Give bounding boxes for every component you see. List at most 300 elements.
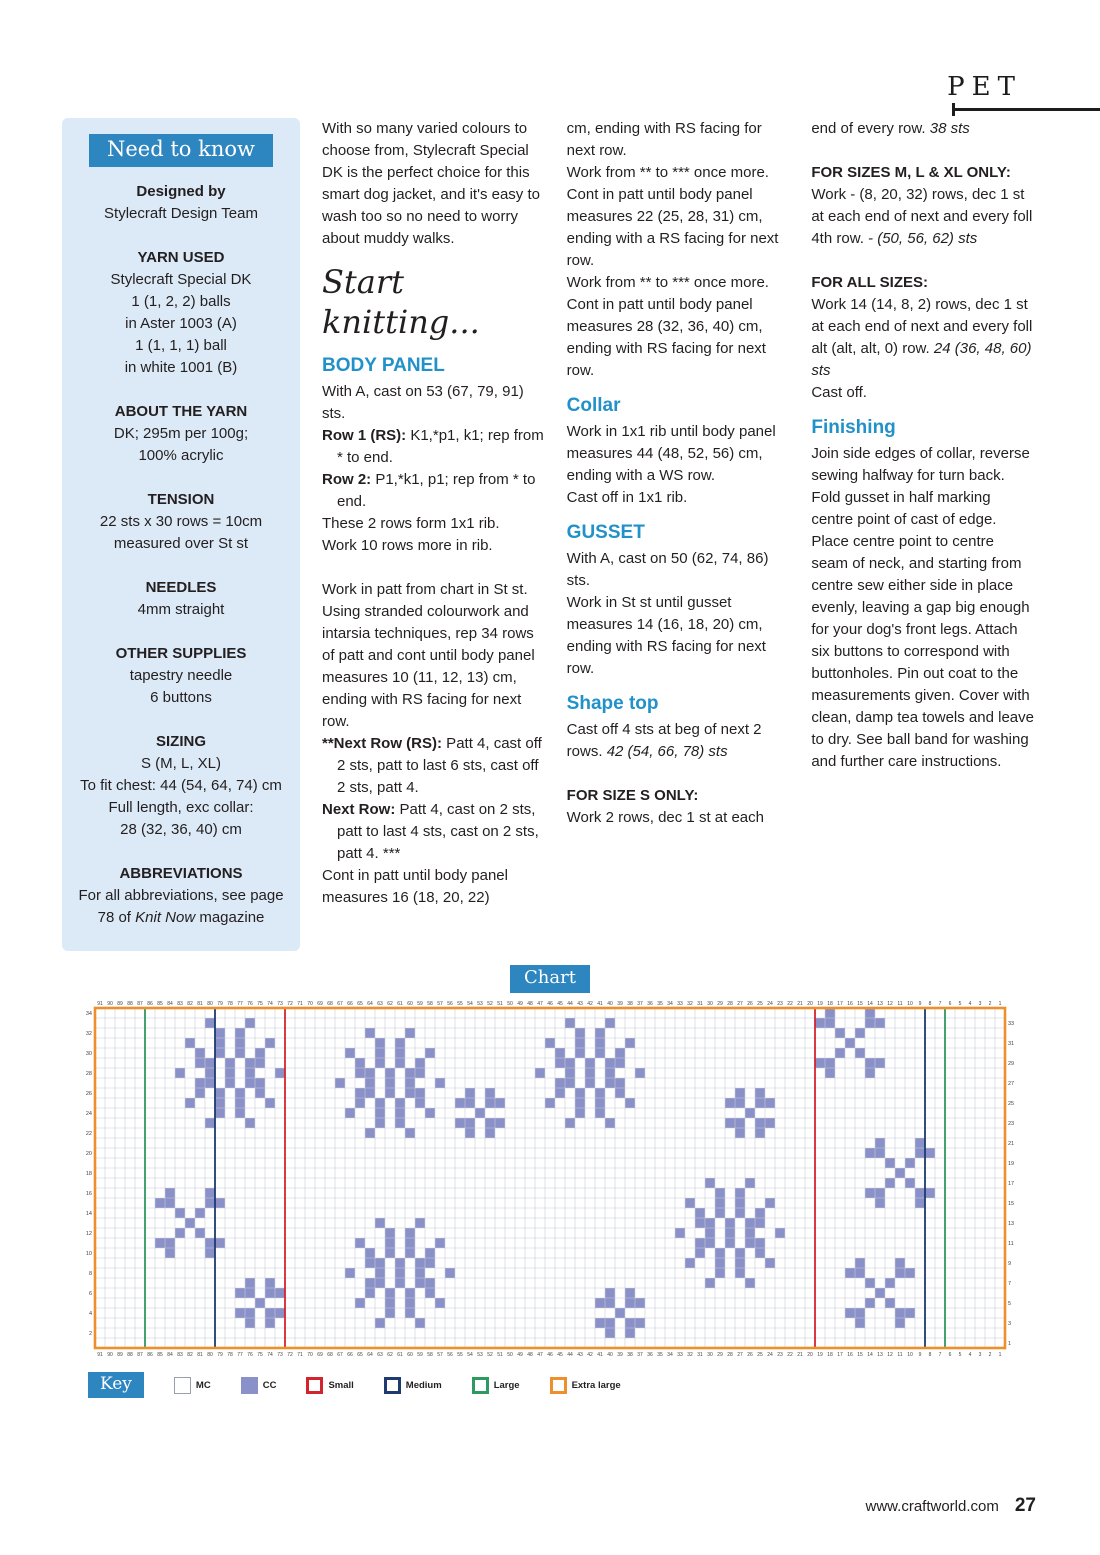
svg-text:86: 86 [147, 1001, 153, 1007]
section-line: 4mm straight [137, 601, 225, 618]
svg-text:78: 78 [227, 1352, 233, 1358]
key-swatch-icon [384, 1377, 401, 1394]
paragraph: FOR SIZE S ONLY: [566, 787, 699, 804]
svg-text:35: 35 [657, 1001, 663, 1007]
pattern-section-heading: Shape top [566, 693, 659, 714]
svg-text:9: 9 [918, 1001, 922, 1007]
svg-text:91: 91 [97, 1352, 103, 1358]
key-item-label: Small [328, 1379, 354, 1391]
chart-key [88, 1372, 1100, 1398]
svg-text:46: 46 [547, 1001, 553, 1007]
svg-text:14: 14 [85, 1211, 92, 1217]
svg-text:70: 70 [307, 1352, 313, 1358]
paragraph: FOR ALL SIZES: [811, 274, 929, 291]
svg-text:31: 31 [1008, 1041, 1015, 1047]
key-swatch-icon [241, 1377, 258, 1394]
svg-text:66: 66 [347, 1352, 353, 1358]
svg-text:9: 9 [1008, 1261, 1012, 1267]
svg-text:21: 21 [797, 1352, 803, 1358]
svg-text:17: 17 [837, 1352, 843, 1358]
paragraph: Work in St st until gusset measures 14 (16, 18, 20) cm, ending with RS facing for next row. [566, 594, 766, 677]
svg-text:23: 23 [777, 1001, 783, 1007]
section-line: 22 sts x 30 rows = 10cm [99, 513, 263, 530]
svg-text:44: 44 [567, 1352, 573, 1358]
paragraph: Work in 1x1 rib until body panel measures 44 (48, 52, 56) cm, ending with a WS row. [566, 423, 776, 484]
svg-text:84: 84 [167, 1001, 173, 1007]
svg-text:27: 27 [737, 1352, 743, 1358]
chart-label-row [0, 965, 1100, 993]
svg-text:22: 22 [787, 1001, 793, 1007]
svg-text:60: 60 [407, 1001, 413, 1007]
svg-text:16: 16 [847, 1352, 853, 1358]
svg-text:71: 71 [297, 1352, 303, 1358]
svg-text:7: 7 [1008, 1281, 1012, 1287]
svg-text:68: 68 [327, 1001, 333, 1007]
svg-text:28: 28 [85, 1071, 92, 1077]
svg-text:20: 20 [807, 1352, 813, 1358]
svg-text:20: 20 [85, 1151, 92, 1157]
section-heading: YARN USED [137, 249, 225, 266]
svg-text:87: 87 [137, 1352, 143, 1358]
svg-text:31: 31 [697, 1001, 703, 1007]
svg-text:78: 78 [227, 1001, 233, 1007]
svg-text:85: 85 [157, 1352, 163, 1358]
svg-text:53: 53 [477, 1001, 483, 1007]
svg-text:36: 36 [647, 1001, 653, 1007]
svg-text:33: 33 [1008, 1021, 1015, 1027]
svg-text:32: 32 [687, 1001, 693, 1007]
svg-text:64: 64 [367, 1001, 373, 1007]
svg-text:32: 32 [687, 1352, 693, 1358]
paragraph: Cont in patt until body panel measures 22 (25, 28, 31) cm, ending with a RS facing for next row. [566, 186, 779, 269]
section-heading: Designed by [136, 183, 226, 200]
key-item [472, 1377, 520, 1394]
svg-text:57: 57 [437, 1352, 443, 1358]
svg-text:26: 26 [85, 1091, 92, 1097]
svg-text:10: 10 [907, 1352, 913, 1358]
svg-text:47: 47 [537, 1001, 543, 1007]
svg-text:8: 8 [88, 1271, 92, 1277]
chart-label: Chart [510, 965, 590, 993]
svg-text:40: 40 [607, 1352, 613, 1358]
svg-text:23: 23 [1008, 1121, 1015, 1127]
svg-text:5: 5 [1008, 1301, 1012, 1307]
svg-text:52: 52 [487, 1001, 493, 1007]
svg-text:58: 58 [427, 1352, 433, 1358]
svg-text:2: 2 [988, 1001, 992, 1007]
svg-text:89: 89 [117, 1352, 123, 1358]
svg-text:87: 87 [137, 1001, 143, 1007]
svg-text:77: 77 [237, 1001, 243, 1007]
svg-text:80: 80 [207, 1001, 213, 1007]
svg-text:90: 90 [107, 1001, 113, 1007]
svg-text:15: 15 [857, 1352, 863, 1358]
spacer [811, 250, 1034, 272]
paragraph: Using stranded colourwork and intarsia techniques, rep 34 rows of patt and cont until body panel measures 10 (11, 12, 13) cm, ending with RS facing for next row. [322, 603, 535, 730]
svg-text:51: 51 [497, 1352, 503, 1358]
svg-text:38: 38 [627, 1352, 633, 1358]
section-line: 6 buttons [150, 689, 212, 706]
paragraph: Work in patt from chart in St st. [322, 581, 528, 598]
svg-text:82: 82 [187, 1001, 193, 1007]
svg-text:66: 66 [347, 1001, 353, 1007]
svg-text:65: 65 [357, 1001, 363, 1007]
key-item-label: Large [493, 1379, 520, 1391]
svg-text:10: 10 [907, 1001, 913, 1007]
pattern-section-heading: BODY PANEL [322, 355, 445, 376]
section-line: Full length, exc collar: [108, 799, 254, 816]
page-footer [866, 1495, 1037, 1517]
svg-text:5: 5 [958, 1001, 962, 1007]
instruction-column-1 [322, 118, 545, 909]
svg-text:11: 11 [897, 1001, 903, 1007]
key-item-label: Extra large [571, 1379, 621, 1391]
paragraph: end of every row. 38 sts [811, 120, 970, 137]
svg-text:3: 3 [978, 1001, 982, 1007]
section-line: 28 (32, 36, 40) cm [120, 821, 242, 838]
svg-text:10: 10 [85, 1251, 92, 1257]
svg-text:80: 80 [207, 1352, 213, 1358]
need-to-know-section [74, 247, 288, 379]
section-line: 100% acrylic [138, 447, 224, 464]
svg-text:69: 69 [317, 1352, 323, 1358]
svg-text:72: 72 [287, 1001, 293, 1007]
paragraph: With A, cast on 53 (67, 79, 91) sts. [322, 383, 524, 422]
svg-text:18: 18 [827, 1352, 833, 1358]
header-rule [952, 108, 1100, 111]
svg-text:63: 63 [377, 1352, 383, 1358]
svg-text:47: 47 [537, 1352, 543, 1358]
svg-text:20: 20 [807, 1001, 813, 1007]
svg-text:56: 56 [447, 1001, 453, 1007]
instruction-column-3 [811, 118, 1034, 773]
paragraph: Work 2 rows, dec 1 st at each [566, 809, 764, 826]
svg-text:67: 67 [337, 1001, 343, 1007]
svg-text:43: 43 [577, 1001, 583, 1007]
svg-text:29: 29 [717, 1352, 723, 1358]
paragraph: These 2 rows form 1x1 rib. [322, 515, 500, 532]
paragraph: Cont in patt until body panel measures 16 (18, 20, 22) [322, 867, 508, 906]
pattern-content [0, 118, 1100, 951]
svg-text:41: 41 [597, 1352, 603, 1358]
paragraph: Work 14 (14, 8, 2) rows, dec 1 st at each end of next and every foll alt (alt, alt, 0) row. 24 (36, 48, 60) sts [811, 296, 1033, 379]
svg-text:63: 63 [377, 1001, 383, 1007]
svg-text:16: 16 [847, 1001, 853, 1007]
svg-text:39: 39 [617, 1001, 623, 1007]
key-item [174, 1377, 211, 1394]
svg-text:8: 8 [928, 1352, 932, 1358]
svg-text:19: 19 [817, 1001, 823, 1007]
svg-text:75: 75 [257, 1352, 263, 1358]
svg-text:56: 56 [447, 1352, 453, 1358]
section-heading: ABOUT THE YARN [114, 403, 248, 420]
key-item [384, 1377, 442, 1394]
svg-text:1: 1 [998, 1001, 1002, 1007]
key-item [306, 1377, 353, 1394]
need-to-know-section [74, 489, 288, 555]
section-line: S (M, L, XL) [140, 755, 222, 772]
svg-text:33: 33 [677, 1352, 683, 1358]
paragraph: Work - (8, 20, 32) rows, dec 1 st at each end of next and every foll 4th row. - (50, 56, 62) sts [811, 186, 1033, 247]
svg-text:62: 62 [387, 1001, 393, 1007]
svg-text:58: 58 [427, 1001, 433, 1007]
svg-text:61: 61 [397, 1001, 403, 1007]
section-line: 1 (1, 2, 2) balls [131, 293, 231, 310]
pattern-section-heading: Collar [566, 395, 621, 416]
svg-text:29: 29 [1008, 1061, 1015, 1067]
svg-text:34: 34 [667, 1001, 673, 1007]
need-to-know-section [74, 863, 288, 929]
key-item-label: Medium [405, 1379, 442, 1391]
svg-text:70: 70 [307, 1001, 313, 1007]
svg-text:11: 11 [1008, 1241, 1014, 1247]
svg-text:24: 24 [767, 1352, 773, 1358]
svg-text:27: 27 [1008, 1081, 1015, 1087]
section-tag: PET [947, 72, 1022, 102]
svg-text:25: 25 [757, 1001, 763, 1007]
svg-text:77: 77 [237, 1352, 243, 1358]
svg-text:67: 67 [337, 1352, 343, 1358]
svg-text:34: 34 [667, 1352, 673, 1358]
paragraph: With A, cast on 50 (62, 74, 86) sts. [566, 550, 769, 589]
svg-text:17: 17 [837, 1001, 843, 1007]
svg-text:54: 54 [467, 1001, 473, 1007]
svg-text:83: 83 [177, 1001, 183, 1007]
svg-text:35: 35 [657, 1352, 663, 1358]
svg-text:42: 42 [587, 1001, 593, 1007]
svg-text:26: 26 [747, 1001, 753, 1007]
svg-text:74: 74 [267, 1001, 273, 1007]
need-to-know-section [74, 181, 288, 225]
svg-text:34: 34 [85, 1011, 92, 1017]
footer-url: www.craftworld.com [865, 1498, 999, 1515]
need-to-know-section [74, 731, 288, 841]
svg-text:27: 27 [737, 1001, 743, 1007]
svg-text:18: 18 [85, 1171, 92, 1177]
svg-text:5: 5 [958, 1352, 962, 1358]
paragraph: Row 2: P1,*k1, p1; rep from * to end. [322, 471, 536, 510]
svg-text:31: 31 [697, 1352, 703, 1358]
svg-text:3: 3 [978, 1352, 982, 1358]
svg-text:91: 91 [97, 1001, 103, 1007]
paragraph: Next Row: Patt 4, cast on 2 sts, patt to last 4 sts, cast on 2 sts, patt 4. *** [322, 801, 539, 862]
svg-text:1: 1 [1008, 1341, 1012, 1347]
page-number: 27 [1014, 1495, 1036, 1516]
svg-text:79: 79 [217, 1352, 223, 1358]
svg-text:25: 25 [757, 1352, 763, 1358]
svg-text:13: 13 [1008, 1221, 1015, 1227]
paragraph: Cont in patt until body panel measures 28 (32, 36, 40) cm, ending with RS facing for next row. [566, 296, 766, 379]
script-heading: Start knitting... [322, 263, 480, 341]
svg-text:15: 15 [857, 1001, 863, 1007]
section-line: 78 of Knit Now magazine [97, 909, 265, 926]
svg-text:28: 28 [727, 1001, 733, 1007]
svg-text:84: 84 [167, 1352, 173, 1358]
svg-text:76: 76 [247, 1001, 253, 1007]
svg-text:51: 51 [497, 1001, 503, 1007]
svg-text:12: 12 [887, 1001, 893, 1007]
svg-text:29: 29 [717, 1001, 723, 1007]
svg-text:79: 79 [217, 1001, 223, 1007]
paragraph: With so many varied colours to choose from, Stylecraft Special DK is the perfect choice for this smart dog jacket, and it's easy to wash too so no need to worry about muddy walks. [322, 120, 540, 247]
paragraph: Cast off in 1x1 rib. [566, 489, 688, 506]
svg-text:90: 90 [107, 1352, 113, 1358]
paragraph: Work from ** to *** once more. [566, 274, 769, 291]
svg-text:8: 8 [928, 1001, 932, 1007]
section-line: tapestry needle [129, 667, 233, 684]
spacer [811, 140, 1034, 162]
svg-text:7: 7 [938, 1001, 942, 1007]
paragraph: **Next Row (RS): Patt 4, cast off 2 sts, patt to last 6 sts, cast off 2 sts, patt 4. [322, 735, 542, 796]
svg-text:2: 2 [988, 1352, 992, 1358]
svg-text:50: 50 [507, 1352, 513, 1358]
svg-text:13: 13 [877, 1352, 883, 1358]
need-to-know-section [74, 577, 288, 621]
svg-text:53: 53 [477, 1352, 483, 1358]
key-item [550, 1377, 621, 1394]
svg-text:30: 30 [707, 1001, 713, 1007]
svg-text:16: 16 [85, 1191, 92, 1197]
svg-text:39: 39 [617, 1352, 623, 1358]
svg-text:73: 73 [277, 1352, 283, 1358]
key-label: Key [88, 1372, 144, 1398]
key-items [174, 1377, 621, 1394]
knitting-chart [81, 997, 1019, 1364]
svg-text:4: 4 [968, 1001, 972, 1007]
svg-text:22: 22 [787, 1352, 793, 1358]
svg-text:19: 19 [1008, 1161, 1015, 1167]
svg-text:18: 18 [827, 1001, 833, 1007]
svg-text:46: 46 [547, 1352, 553, 1358]
svg-text:49: 49 [517, 1001, 523, 1007]
svg-text:57: 57 [437, 1001, 443, 1007]
need-to-know-sections [74, 181, 288, 929]
svg-text:12: 12 [887, 1352, 893, 1358]
svg-text:45: 45 [557, 1352, 563, 1358]
section-heading: NEEDLES [145, 579, 217, 596]
svg-text:69: 69 [317, 1001, 323, 1007]
section-heading: TENSION [147, 491, 215, 508]
svg-text:44: 44 [567, 1001, 573, 1007]
svg-text:83: 83 [177, 1352, 183, 1358]
svg-text:37: 37 [637, 1352, 643, 1358]
section-line: For all abbreviations, see page [78, 887, 284, 904]
need-to-know-title: Need to know [89, 134, 273, 167]
svg-text:25: 25 [1008, 1101, 1015, 1107]
svg-text:4: 4 [968, 1352, 972, 1358]
svg-text:82: 82 [187, 1352, 193, 1358]
svg-text:62: 62 [387, 1352, 393, 1358]
svg-text:23: 23 [777, 1352, 783, 1358]
svg-text:42: 42 [587, 1352, 593, 1358]
svg-text:48: 48 [527, 1001, 533, 1007]
paragraph: Cast off 4 sts at beg of next 2 rows. 42 (54, 66, 78) sts [566, 721, 762, 760]
svg-text:22: 22 [85, 1131, 92, 1137]
paragraph: Join side edges of collar, reverse sewing halfway for turn back. Fold gusset in half marking centre point of cast of edge. Place centre point to centre seam of neck, and starting from centre sew either side in place evenly, leaving a gap big enough for your dog's front legs. Attach six buttons to correspond with buttonholes. Pin out coat to the measurements given. Cover with clean, damp tea towels and leave to dry. See ball band for washing and further care instructions. [811, 445, 1034, 770]
key-item-label: CC [262, 1379, 277, 1391]
svg-text:9: 9 [918, 1352, 922, 1358]
spacer [322, 557, 545, 579]
svg-text:26: 26 [747, 1352, 753, 1358]
svg-text:6: 6 [88, 1291, 92, 1297]
svg-text:64: 64 [367, 1352, 373, 1358]
svg-text:11: 11 [897, 1352, 903, 1358]
section-line: measured over St st [113, 535, 249, 552]
section-line: Stylecraft Special DK [110, 271, 252, 288]
svg-text:48: 48 [527, 1352, 533, 1358]
svg-text:89: 89 [117, 1001, 123, 1007]
svg-text:59: 59 [417, 1001, 423, 1007]
svg-text:73: 73 [277, 1001, 283, 1007]
svg-text:32: 32 [85, 1031, 92, 1037]
key-swatch-icon [174, 1377, 191, 1394]
svg-text:1: 1 [998, 1352, 1002, 1358]
svg-text:30: 30 [707, 1352, 713, 1358]
svg-text:4: 4 [88, 1311, 92, 1317]
chart-svg [81, 997, 1019, 1359]
section-line: DK; 295m per 100g; [113, 425, 249, 442]
svg-text:61: 61 [397, 1352, 403, 1358]
section-line: in white 1001 (B) [124, 359, 238, 376]
paragraph: cm, ending with RS facing for next row. [566, 120, 762, 159]
svg-text:81: 81 [197, 1001, 203, 1007]
svg-text:59: 59 [417, 1352, 423, 1358]
svg-text:13: 13 [877, 1001, 883, 1007]
need-to-know-section [74, 643, 288, 709]
svg-text:71: 71 [297, 1001, 303, 1007]
paragraph: Row 1 (RS): K1,*p1, k1; rep from * to end. [322, 427, 544, 466]
svg-text:85: 85 [157, 1001, 163, 1007]
section-line: in Aster 1003 (A) [125, 315, 237, 332]
svg-text:36: 36 [647, 1352, 653, 1358]
svg-text:19: 19 [817, 1352, 823, 1358]
svg-text:30: 30 [85, 1051, 92, 1057]
svg-text:21: 21 [797, 1001, 803, 1007]
svg-text:43: 43 [577, 1352, 583, 1358]
svg-text:55: 55 [457, 1352, 463, 1358]
svg-text:74: 74 [267, 1352, 273, 1358]
svg-text:88: 88 [127, 1352, 133, 1358]
paragraph: Work from ** to *** once more. [566, 164, 769, 181]
key-swatch-icon [306, 1377, 323, 1394]
section-heading: SIZING [155, 733, 206, 750]
svg-text:6: 6 [948, 1001, 952, 1007]
svg-text:50: 50 [507, 1001, 513, 1007]
svg-text:65: 65 [357, 1352, 363, 1358]
key-swatch-icon [550, 1377, 567, 1394]
svg-text:15: 15 [1008, 1201, 1015, 1207]
svg-text:17: 17 [1008, 1181, 1015, 1187]
svg-text:24: 24 [85, 1111, 92, 1117]
svg-text:45: 45 [557, 1001, 563, 1007]
key-item-label: MC [195, 1379, 211, 1391]
svg-text:38: 38 [627, 1001, 633, 1007]
svg-text:75: 75 [257, 1001, 263, 1007]
svg-text:14: 14 [867, 1001, 873, 1007]
key-swatch-icon [472, 1377, 489, 1394]
svg-text:33: 33 [677, 1001, 683, 1007]
page-header [0, 0, 1100, 118]
need-to-know-section [74, 401, 288, 467]
svg-text:40: 40 [607, 1001, 613, 1007]
section-line: Stylecraft Design Team [104, 205, 258, 222]
section-heading: ABBREVIATIONS [119, 865, 243, 882]
svg-text:52: 52 [487, 1352, 493, 1358]
svg-text:88: 88 [127, 1001, 133, 1007]
svg-text:54: 54 [467, 1352, 473, 1358]
paragraph: Cast off. [811, 384, 867, 401]
svg-text:86: 86 [147, 1352, 153, 1358]
